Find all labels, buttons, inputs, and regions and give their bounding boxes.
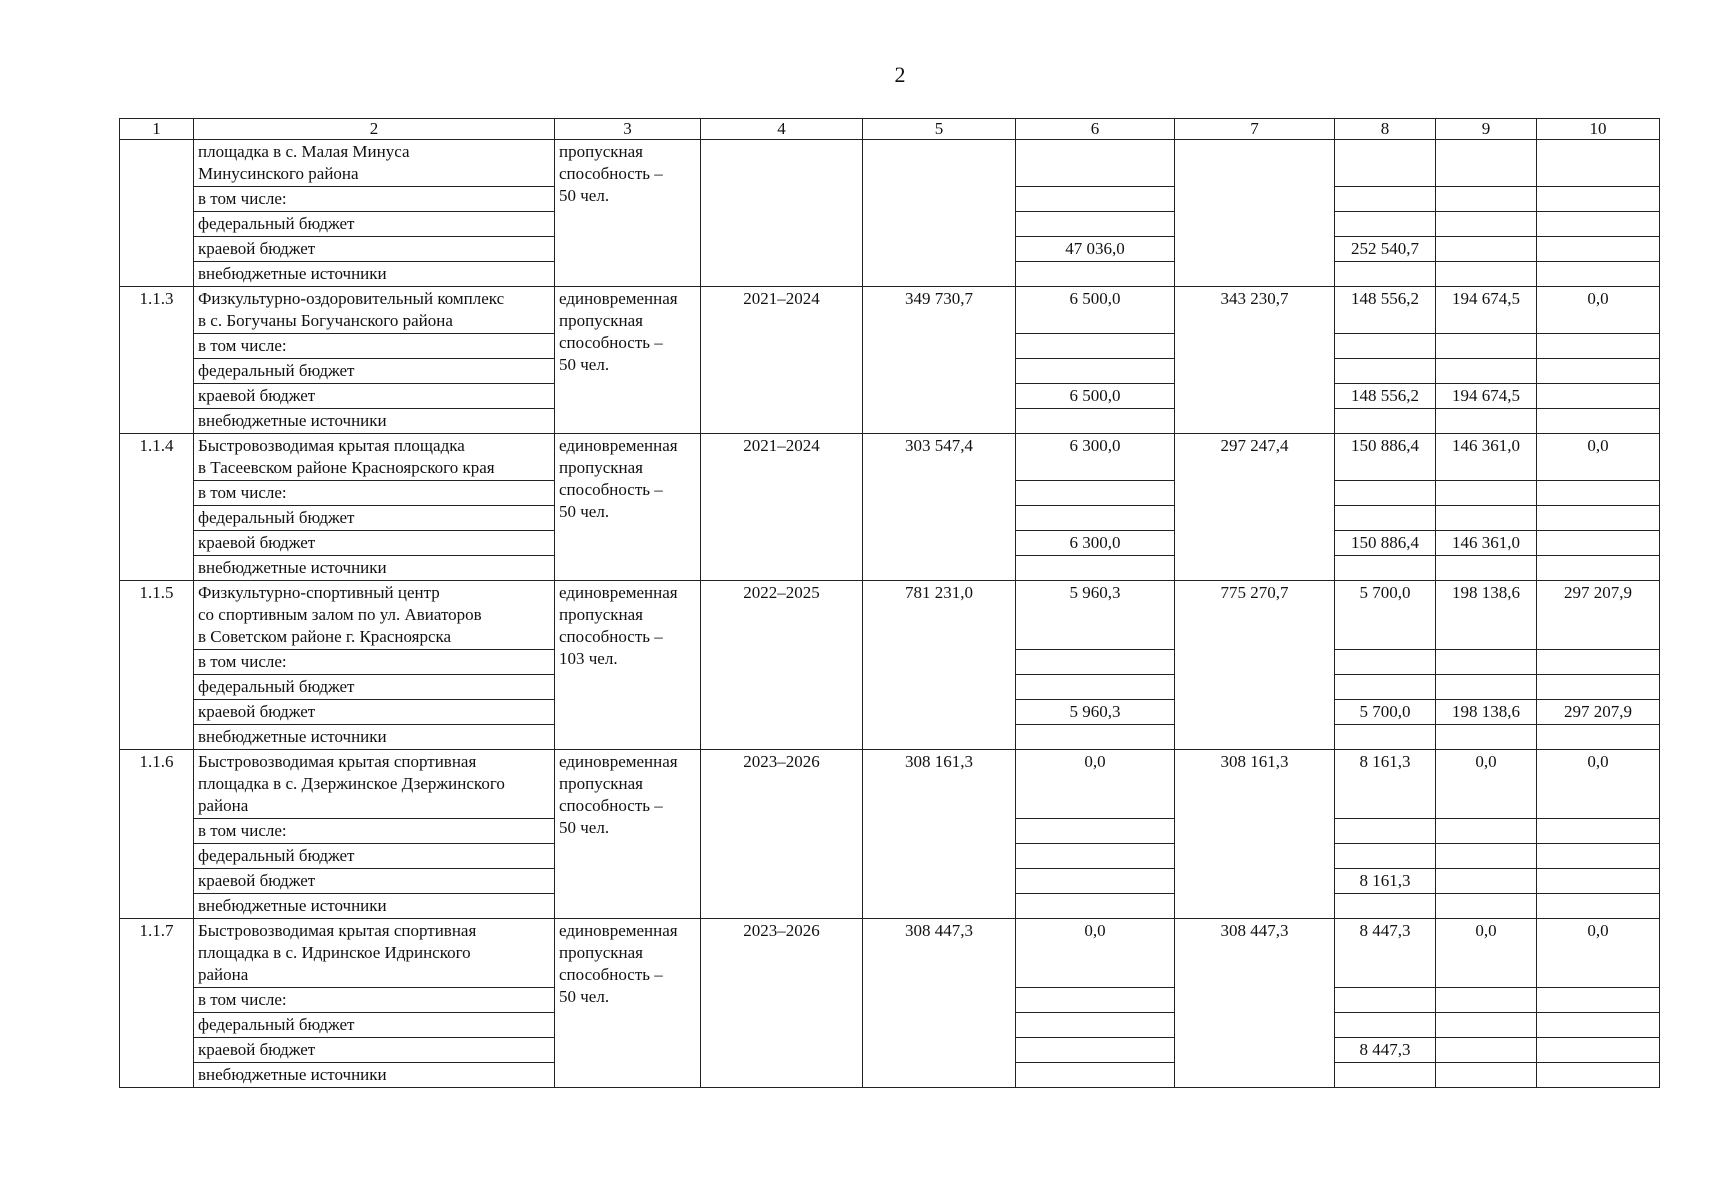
period-cell: 2021–2024: [701, 434, 863, 581]
value-cell: [1436, 359, 1537, 384]
value-cell: 0,0: [1537, 287, 1660, 334]
text-line: 50 чел.: [559, 987, 610, 1006]
text-line: Минусинского района: [198, 164, 359, 183]
remaining-cost-cell: 775 270,7: [1175, 581, 1335, 750]
value-cell: 0,0: [1537, 919, 1660, 988]
column-number-row: [120, 119, 1660, 140]
value-cell: [1016, 844, 1175, 869]
value-cell: [1016, 187, 1175, 212]
table-row: [120, 140, 1660, 187]
value-cell: [1016, 481, 1175, 506]
value-cell: [1016, 140, 1175, 187]
text-line: способность –: [559, 480, 663, 499]
value-cell: [1436, 212, 1537, 237]
value-cell: [1335, 988, 1436, 1013]
value-cell: 47 036,0: [1016, 237, 1175, 262]
capacity-cell: [555, 434, 701, 581]
value-cell: [1537, 725, 1660, 750]
value-cell: [1537, 262, 1660, 287]
object-name-cell: [194, 434, 555, 481]
value-cell: [1436, 187, 1537, 212]
value-cell: [1016, 988, 1175, 1013]
value-cell: [1537, 894, 1660, 919]
funding-source-label: внебюджетные источники: [194, 894, 555, 919]
text-line: пропускная: [559, 311, 643, 330]
value-cell: [1016, 819, 1175, 844]
value-cell: [1016, 1038, 1175, 1063]
code-cell: 1.1.5: [120, 581, 194, 750]
value-cell: [1537, 556, 1660, 581]
value-cell: [1537, 675, 1660, 700]
period-cell: 2021–2024: [701, 287, 863, 434]
text-line: площадка в с. Малая Минуса: [198, 142, 410, 161]
value-cell: 297 207,9: [1537, 581, 1660, 650]
value-cell: 0,0: [1016, 919, 1175, 988]
value-cell: 252 540,7: [1335, 237, 1436, 262]
funding-source-label: в том числе:: [194, 334, 555, 359]
total-cost-cell: [863, 140, 1016, 287]
value-cell: 6 300,0: [1016, 531, 1175, 556]
text-line: 50 чел.: [559, 818, 610, 837]
funding-source-label: федеральный бюджет: [194, 359, 555, 384]
funding-source-label: федеральный бюджет: [194, 506, 555, 531]
table-row: [120, 581, 1660, 650]
remaining-cost-cell: 308 161,3: [1175, 750, 1335, 919]
value-cell: [1335, 819, 1436, 844]
text-line: пропускная: [559, 605, 643, 624]
value-cell: [1537, 237, 1660, 262]
value-cell: 8 161,3: [1335, 869, 1436, 894]
remaining-cost-cell: 343 230,7: [1175, 287, 1335, 434]
period-cell: 2023–2026: [701, 919, 863, 1088]
value-cell: [1537, 1063, 1660, 1088]
value-cell: [1335, 650, 1436, 675]
value-cell: 194 674,5: [1436, 384, 1537, 409]
value-cell: 5 700,0: [1335, 581, 1436, 650]
object-name-cell: [194, 581, 555, 650]
text-line: площадка в с. Дзержинское Дзержинского: [198, 774, 505, 793]
table-row: [120, 434, 1660, 481]
total-cost-cell: 349 730,7: [863, 287, 1016, 434]
period-cell: 2023–2026: [701, 750, 863, 919]
text-line: со спортивным залом по ул. Авиаторов: [198, 605, 482, 624]
column-number: 8: [1335, 119, 1436, 140]
value-cell: [1537, 187, 1660, 212]
value-cell: 0,0: [1436, 919, 1537, 988]
text-line: Быстровозводимая крытая площадка: [198, 436, 465, 455]
value-cell: [1335, 506, 1436, 531]
value-cell: [1537, 531, 1660, 556]
value-cell: [1335, 675, 1436, 700]
text-line: района: [198, 796, 249, 815]
text-line: 50 чел.: [559, 186, 610, 205]
object-name-cell: [194, 287, 555, 334]
value-cell: 148 556,2: [1335, 384, 1436, 409]
capacity-cell: [555, 581, 701, 750]
text-line: в с. Богучаны Богучанского района: [198, 311, 453, 330]
value-cell: 0,0: [1016, 750, 1175, 819]
value-cell: 6 500,0: [1016, 287, 1175, 334]
value-cell: [1335, 1013, 1436, 1038]
value-cell: 297 207,9: [1537, 700, 1660, 725]
text-line: единовременная: [559, 583, 678, 602]
value-cell: 150 886,4: [1335, 531, 1436, 556]
value-cell: [1436, 844, 1537, 869]
total-cost-cell: 308 161,3: [863, 750, 1016, 919]
value-cell: 6 500,0: [1016, 384, 1175, 409]
remaining-cost-cell: [1175, 140, 1335, 287]
value-cell: [1016, 725, 1175, 750]
object-name-cell: [194, 919, 555, 988]
code-cell: 1.1.3: [120, 287, 194, 434]
text-line: в Советском районе г. Красноярска: [198, 627, 452, 646]
column-number: 2: [194, 119, 555, 140]
funding-source-label: федеральный бюджет: [194, 1013, 555, 1038]
funding-source-label: внебюджетные источники: [194, 556, 555, 581]
table-row: [120, 919, 1660, 988]
object-name-cell: [194, 750, 555, 819]
value-cell: [1537, 869, 1660, 894]
value-cell: [1436, 988, 1537, 1013]
period-cell: [701, 140, 863, 287]
remaining-cost-cell: 308 447,3: [1175, 919, 1335, 1088]
value-cell: 8 447,3: [1335, 1038, 1436, 1063]
value-cell: [1335, 1063, 1436, 1088]
funding-source-label: краевой бюджет: [194, 237, 555, 262]
value-cell: 198 138,6: [1436, 581, 1537, 650]
value-cell: [1016, 359, 1175, 384]
value-cell: [1436, 556, 1537, 581]
value-cell: [1335, 187, 1436, 212]
capacity-cell: [555, 140, 701, 287]
value-cell: [1016, 212, 1175, 237]
text-line: пропускная: [559, 943, 643, 962]
value-cell: [1436, 140, 1537, 187]
value-cell: [1537, 140, 1660, 187]
value-cell: [1537, 819, 1660, 844]
value-cell: 8 447,3: [1335, 919, 1436, 988]
value-cell: [1016, 556, 1175, 581]
text-line: Физкультурно-оздоровительный комплекс: [198, 289, 505, 308]
budget-table: [119, 118, 1660, 1088]
column-number: 6: [1016, 119, 1175, 140]
value-cell: [1436, 675, 1537, 700]
funding-source-label: федеральный бюджет: [194, 675, 555, 700]
value-cell: [1016, 262, 1175, 287]
value-cell: [1016, 675, 1175, 700]
text-line: способность –: [559, 965, 663, 984]
code-cell: 1.1.6: [120, 750, 194, 919]
text-line: Быстровозводимая крытая спортивная: [198, 921, 477, 940]
text-line: 103 чел.: [559, 649, 618, 668]
value-cell: 5 960,3: [1016, 581, 1175, 650]
text-line: способность –: [559, 627, 663, 646]
value-cell: 6 300,0: [1016, 434, 1175, 481]
value-cell: 0,0: [1537, 434, 1660, 481]
value-cell: [1436, 409, 1537, 434]
value-cell: 8 161,3: [1335, 750, 1436, 819]
text-line: района: [198, 965, 249, 984]
value-cell: 5 960,3: [1016, 700, 1175, 725]
total-cost-cell: 303 547,4: [863, 434, 1016, 581]
column-number: 9: [1436, 119, 1537, 140]
value-cell: 150 886,4: [1335, 434, 1436, 481]
value-cell: [1537, 1013, 1660, 1038]
funding-source-label: в том числе:: [194, 650, 555, 675]
text-line: Быстровозводимая крытая спортивная: [198, 752, 477, 771]
value-cell: 148 556,2: [1335, 287, 1436, 334]
value-cell: [1436, 1013, 1537, 1038]
funding-source-label: в том числе:: [194, 988, 555, 1013]
funding-source-label: в том числе:: [194, 187, 555, 212]
funding-source-label: внебюджетные источники: [194, 409, 555, 434]
funding-source-label: в том числе:: [194, 481, 555, 506]
value-cell: [1436, 869, 1537, 894]
funding-source-label: внебюджетные источники: [194, 262, 555, 287]
code-cell: 1.1.7: [120, 919, 194, 1088]
value-cell: [1537, 844, 1660, 869]
value-cell: [1335, 725, 1436, 750]
value-cell: [1335, 844, 1436, 869]
value-cell: 146 361,0: [1436, 531, 1537, 556]
table-row: [120, 750, 1660, 819]
value-cell: [1436, 1063, 1537, 1088]
column-number: 1: [120, 119, 194, 140]
value-cell: [1537, 212, 1660, 237]
value-cell: [1537, 334, 1660, 359]
funding-source-label: внебюджетные источники: [194, 725, 555, 750]
column-number: 5: [863, 119, 1016, 140]
value-cell: [1016, 869, 1175, 894]
value-cell: [1537, 359, 1660, 384]
period-cell: 2022–2025: [701, 581, 863, 750]
value-cell: 5 700,0: [1335, 700, 1436, 725]
total-cost-cell: 308 447,3: [863, 919, 1016, 1088]
object-name-cell: [194, 140, 555, 187]
value-cell: [1436, 481, 1537, 506]
funding-source-label: внебюджетные источники: [194, 1063, 555, 1088]
text-line: единовременная: [559, 752, 678, 771]
table-row: [120, 287, 1660, 334]
value-cell: [1335, 481, 1436, 506]
column-number: 10: [1537, 119, 1660, 140]
value-cell: [1436, 894, 1537, 919]
value-cell: [1016, 334, 1175, 359]
value-cell: [1537, 650, 1660, 675]
code-cell: [120, 140, 194, 287]
value-cell: [1537, 384, 1660, 409]
value-cell: [1335, 262, 1436, 287]
total-cost-cell: 781 231,0: [863, 581, 1016, 750]
value-cell: [1335, 409, 1436, 434]
value-cell: [1335, 359, 1436, 384]
text-line: единовременная: [559, 436, 678, 455]
value-cell: [1335, 140, 1436, 187]
funding-source-label: краевой бюджет: [194, 700, 555, 725]
value-cell: [1537, 988, 1660, 1013]
column-number: 7: [1175, 119, 1335, 140]
value-cell: [1537, 506, 1660, 531]
funding-source-label: федеральный бюджет: [194, 844, 555, 869]
value-cell: [1537, 481, 1660, 506]
text-line: в Тасеевском районе Красноярского края: [198, 458, 495, 477]
text-line: единовременная: [559, 289, 678, 308]
value-cell: [1335, 894, 1436, 919]
funding-source-label: краевой бюджет: [194, 384, 555, 409]
text-line: способность –: [559, 796, 663, 815]
value-cell: [1335, 556, 1436, 581]
column-number: 3: [555, 119, 701, 140]
value-cell: [1016, 1013, 1175, 1038]
capacity-cell: [555, 919, 701, 1088]
value-cell: [1436, 506, 1537, 531]
code-cell: 1.1.4: [120, 434, 194, 581]
text-line: способность –: [559, 333, 663, 352]
value-cell: [1335, 212, 1436, 237]
value-cell: 146 361,0: [1436, 434, 1537, 481]
text-line: 50 чел.: [559, 355, 610, 374]
text-line: пропускная: [559, 142, 643, 161]
value-cell: [1436, 1038, 1537, 1063]
value-cell: [1436, 819, 1537, 844]
value-cell: [1436, 725, 1537, 750]
text-line: Физкультурно-спортивный центр: [198, 583, 440, 602]
value-cell: [1016, 650, 1175, 675]
funding-source-label: в том числе:: [194, 819, 555, 844]
funding-source-label: краевой бюджет: [194, 869, 555, 894]
value-cell: [1436, 262, 1537, 287]
value-cell: 194 674,5: [1436, 287, 1537, 334]
table-body: [120, 140, 1660, 1088]
text-line: способность –: [559, 164, 663, 183]
text-line: единовременная: [559, 921, 678, 940]
text-line: площадка в с. Идринское Идринского: [198, 943, 471, 962]
text-line: пропускная: [559, 774, 643, 793]
value-cell: [1436, 237, 1537, 262]
column-number: 4: [701, 119, 863, 140]
value-cell: [1335, 334, 1436, 359]
value-cell: [1016, 506, 1175, 531]
remaining-cost-cell: 297 247,4: [1175, 434, 1335, 581]
text-line: 50 чел.: [559, 502, 610, 521]
value-cell: 0,0: [1436, 750, 1537, 819]
value-cell: [1436, 334, 1537, 359]
capacity-cell: [555, 750, 701, 919]
value-cell: [1436, 650, 1537, 675]
value-cell: [1016, 409, 1175, 434]
funding-source-label: краевой бюджет: [194, 531, 555, 556]
page-number: 2: [894, 62, 906, 87]
value-cell: [1537, 1038, 1660, 1063]
funding-source-label: краевой бюджет: [194, 1038, 555, 1063]
value-cell: [1016, 894, 1175, 919]
value-cell: [1537, 409, 1660, 434]
value-cell: 198 138,6: [1436, 700, 1537, 725]
capacity-cell: [555, 287, 701, 434]
funding-source-label: федеральный бюджет: [194, 212, 555, 237]
value-cell: 0,0: [1537, 750, 1660, 819]
text-line: пропускная: [559, 458, 643, 477]
value-cell: [1016, 1063, 1175, 1088]
